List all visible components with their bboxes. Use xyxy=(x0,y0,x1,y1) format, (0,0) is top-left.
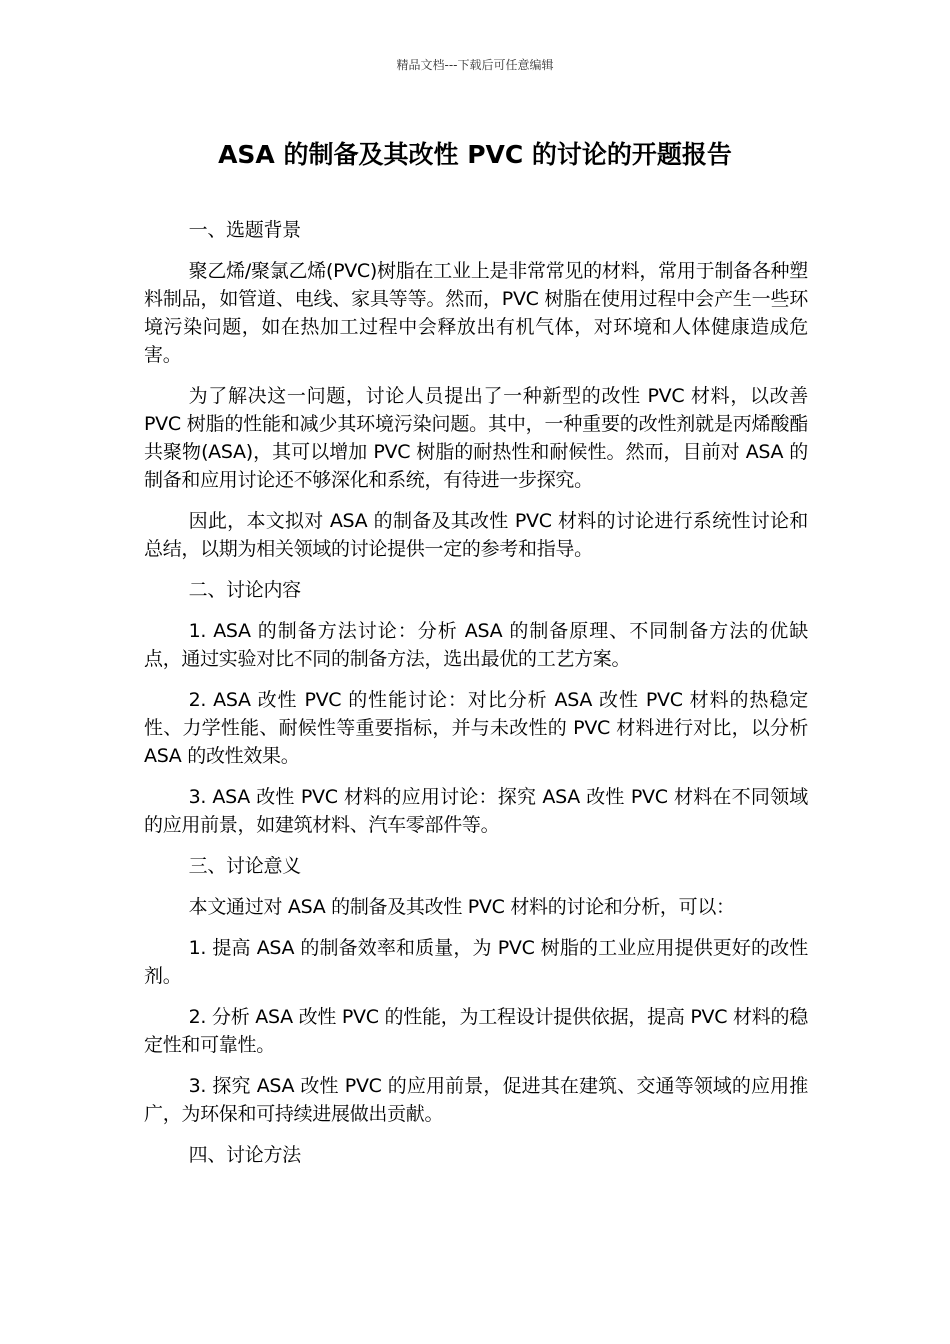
list-item: 3. 探究 ASA 改性 PVC 的应用前景，促进其在建筑、交通等领域的应用推广，为环保和可持续进展做出贡献。 xyxy=(144,1075,808,1125)
section-heading-methods: 四、讨论方法 xyxy=(188,1144,301,1166)
section-heading-background: 一、选题背景 xyxy=(188,219,301,241)
list-item: 1. ASA 的制备方法讨论：分析 ASA 的制备原理、不同制备方法的优缺点，通过实验对比不同的制备方法，选出最优的工艺方案。 xyxy=(144,620,808,670)
paragraph: 聚乙烯/聚氯乙烯(PVC)树脂在工业上是非常常见的材料，常用于制备各种塑料制品，如管道、电线、家具等等。然而，PVC 树脂在使用过程中会产生一些环境污染问题，如在热加工过程中会释放出有机气体，对环境和人体健康造成危害。 xyxy=(144,260,808,366)
list-item: 2. ASA 改性 PVC 的性能讨论：对比分析 ASA 改性 PVC 材料的热稳定性、力学性能、耐候性等重要指标，并与未改性的 PVC 材料进行对比，以分析 ASA 的改性效果。 xyxy=(144,689,808,767)
document-title: ASA 的制备及其改性 PVC 的讨论的开题报告 xyxy=(218,140,732,169)
list-item: 3. ASA 改性 PVC 材料的应用讨论：探究 ASA 改性 PVC 材料在不同领域的应用前景，如建筑材料、汽车零部件等。 xyxy=(144,786,808,836)
section-heading-significance: 三、讨论意义 xyxy=(188,855,301,877)
document-body xyxy=(144,216,808,1182)
section-heading-content: 二、讨论内容 xyxy=(188,579,301,601)
list-item: 1. 提高 ASA 的制备效率和质量，为 PVC 树脂的工业应用提供更好的改性剂。 xyxy=(144,937,808,987)
list-item: 2. 分析 ASA 改性 PVC 的性能，为工程设计提供依据，提高 PVC 材料的稳定性和可靠性。 xyxy=(144,1006,808,1056)
header-note: 精品文档---下载后可任意编辑 xyxy=(396,58,554,72)
paragraph: 本文通过对 ASA 的制备及其改性 PVC 材料的讨论和分析，可以： xyxy=(188,896,735,918)
paragraph: 因此，本文拟对 ASA 的制备及其改性 PVC 材料的讨论进行系统性讨论和总结，以期为相关领域的讨论提供一定的参考和指导。 xyxy=(144,510,808,560)
paragraph: 为了解决这一问题，讨论人员提出了一种新型的改性 PVC 材料，以改善 PVC 树脂的性能和减少其环境污染问题。其中，一种重要的改性剂就是丙烯酸酯共聚物(ASA)，其可以增加 PVC 树脂的耐热性和耐候性。然而，目前对 ASA 的制备和应用讨论还不够深化和系统，有待进一步探究。 xyxy=(144,385,808,491)
